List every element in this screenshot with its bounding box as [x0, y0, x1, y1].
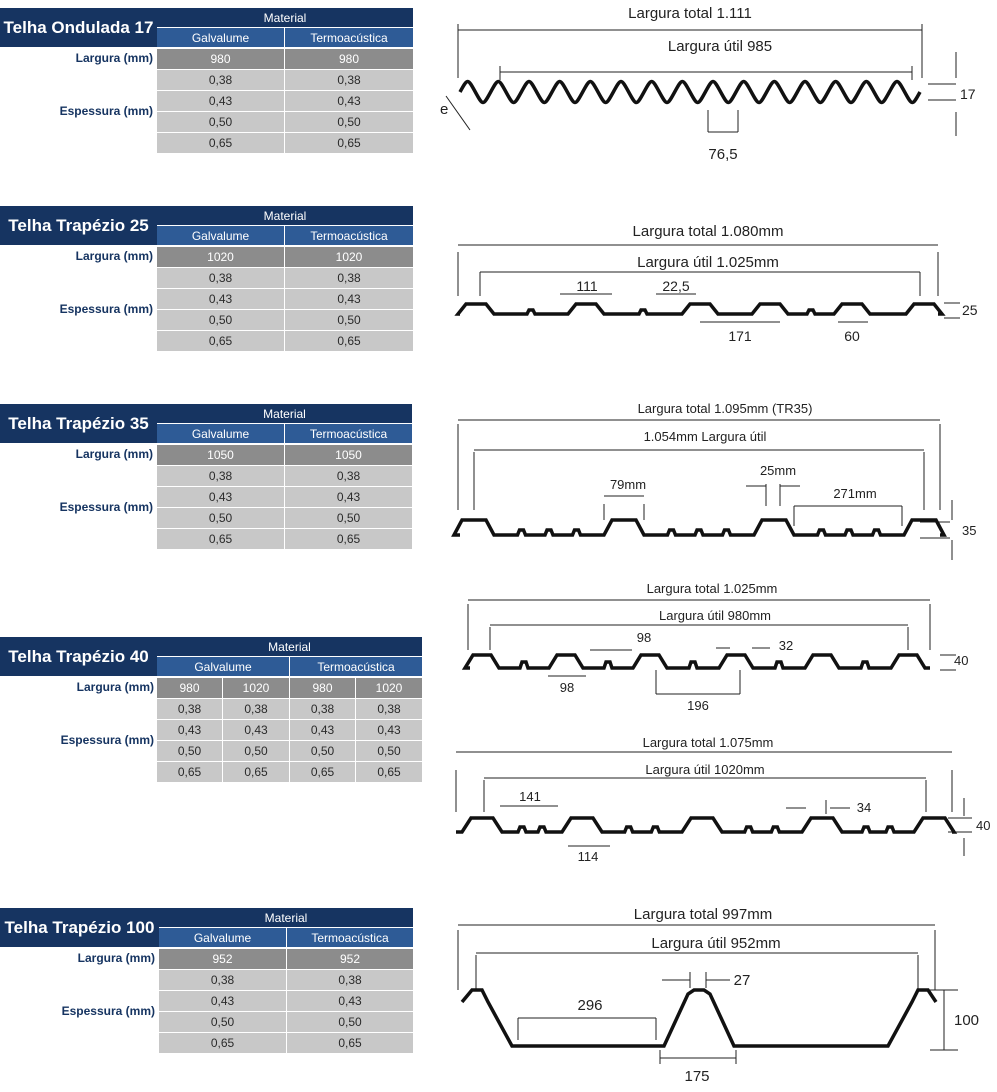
dim-util: 1.054mm Largura útil — [643, 429, 767, 444]
table-cell: 0,65 — [223, 762, 289, 782]
table-cell: 1020 — [285, 247, 413, 267]
dim-label: 98 — [636, 630, 652, 645]
column-header: Galvalume — [157, 657, 289, 676]
table-cell: 0,65 — [157, 529, 284, 549]
table-cell: 0,50 — [285, 508, 412, 528]
column-header: Galvalume — [159, 928, 286, 947]
trapezio-40-profile-b — [456, 818, 954, 832]
table-cell: 1020 — [157, 247, 284, 267]
trapezio-40-profile-a — [465, 655, 930, 668]
dim-label: 175 — [684, 1068, 710, 1085]
table-cell: 980 — [157, 678, 222, 698]
row-label-largura: Largura (mm) — [76, 680, 154, 694]
dim-label: 60 — [844, 328, 860, 344]
dim-util: Largura útil 952mm — [651, 935, 781, 952]
dim-label: 79mm — [609, 477, 647, 492]
column-header: Termoacústica — [287, 928, 413, 947]
material-header: Material — [157, 637, 422, 656]
table-cell: 980 — [285, 49, 413, 69]
dim-label: 141 — [519, 789, 541, 804]
table-cell: 0,38 — [285, 268, 413, 288]
table-cell: 0,65 — [287, 1033, 413, 1053]
column-header: Termoacústica — [285, 226, 413, 245]
row-label-espessura: Espessura (mm) — [60, 733, 154, 747]
dim-pitch: 76,5 — [708, 146, 738, 163]
dim-total: Largura total 1.025mm — [646, 581, 778, 596]
row-label-espessura: Espessura (mm) — [59, 302, 153, 316]
dim-total: Largura total 1.075mm — [642, 735, 774, 750]
table-cell: 0,50 — [290, 741, 355, 761]
table-cell: 0,38 — [157, 70, 284, 90]
dim-height: 100 — [954, 1012, 980, 1029]
dim-util: Largura útil 1.025mm — [637, 254, 779, 271]
table-cell: 0,38 — [285, 466, 412, 486]
row-label-espessura: Espessura (mm) — [59, 104, 153, 118]
dim-label: 196 — [687, 698, 709, 713]
table-cell: 0,38 — [157, 268, 284, 288]
ondulada-profile — [460, 82, 920, 103]
tile-title: Telha Trapézio 25 — [0, 206, 157, 245]
table-cell: 0,65 — [290, 762, 355, 782]
material-header: Material — [157, 8, 413, 27]
table-cell: 0,50 — [157, 310, 284, 330]
table-cell: 0,50 — [287, 1012, 413, 1032]
dim-util: Largura útil 1020mm — [645, 762, 765, 777]
dim-label: 296 — [577, 997, 603, 1014]
table-cell: 0,43 — [285, 487, 412, 507]
dim-label: 34 — [856, 800, 872, 815]
dim-label: 114 — [577, 849, 599, 864]
table-cell: 0,43 — [157, 289, 284, 309]
table-cell: 0,65 — [285, 133, 413, 153]
table-cell: 0,43 — [285, 289, 413, 309]
tile-title: Telha Ondulada 17 — [0, 8, 157, 47]
table-cell: 980 — [290, 678, 355, 698]
row-label-espessura: Espessura (mm) — [59, 500, 153, 514]
dim-label: 22,5 — [662, 278, 690, 294]
tile-title: Telha Trapézio 100 — [0, 908, 159, 947]
table-cell: 0,43 — [159, 991, 286, 1011]
table-cell: 0,43 — [285, 91, 413, 111]
table-cell: 0,50 — [159, 1012, 286, 1032]
column-header: Termoacústica — [285, 28, 413, 47]
table-cell: 0,65 — [157, 133, 284, 153]
column-header: Termoacústica — [290, 657, 422, 676]
material-header: Material — [157, 404, 412, 423]
table-cell: 0,43 — [356, 720, 422, 740]
table-cell: 0,50 — [223, 741, 289, 761]
table-cell: 0,50 — [356, 741, 422, 761]
row-label-largura: Largura (mm) — [75, 447, 153, 461]
dim-util: Largura útil 985 — [667, 38, 773, 55]
table-cell: 0,43 — [157, 720, 222, 740]
table-cell: 0,38 — [157, 699, 222, 719]
table-cell: 980 — [157, 49, 284, 69]
table-cell: 0,43 — [287, 991, 413, 1011]
table-cell: 0,43 — [157, 487, 284, 507]
dim-total: Largura total 1.111 — [628, 5, 752, 22]
table-cell: 0,50 — [285, 310, 413, 330]
table-cell: 0,50 — [157, 112, 284, 132]
dim-total: Largura total 1.080mm — [632, 223, 784, 240]
table-cell: 952 — [287, 949, 413, 969]
table-cell: 0,65 — [159, 1033, 286, 1053]
row-label-largura: Largura (mm) — [75, 51, 153, 65]
table-cell: 1020 — [356, 678, 422, 698]
table-cell: 0,38 — [157, 466, 284, 486]
trapezio-25-profile — [458, 304, 942, 314]
column-header: Termoacústica — [285, 424, 412, 443]
column-header: Galvalume — [157, 424, 284, 443]
row-label-largura: Largura (mm) — [75, 249, 153, 263]
dim-label: 111 — [576, 278, 598, 294]
table-cell: 0,43 — [157, 91, 284, 111]
dim-label: 27 — [733, 972, 751, 989]
table-cell: 0,38 — [223, 699, 289, 719]
table-cell: 0,65 — [285, 331, 413, 351]
dim-label: 98 — [559, 680, 575, 695]
tile-title: Telha Trapézio 40 — [0, 637, 157, 676]
table-cell: 0,38 — [287, 970, 413, 990]
column-header: Galvalume — [157, 28, 284, 47]
table-cell: 0,65 — [157, 331, 284, 351]
table-cell: 0,43 — [223, 720, 289, 740]
dim-total: Largura total 1.095mm (TR35) — [637, 401, 813, 416]
table-cell: 0,65 — [157, 762, 222, 782]
table-cell: 0,38 — [285, 70, 413, 90]
dim-thickness: e — [440, 101, 449, 118]
table-cell: 1050 — [285, 445, 412, 465]
table-cell: 0,65 — [285, 529, 412, 549]
trapezio-35-profile — [454, 520, 944, 535]
table-cell: 1050 — [157, 445, 284, 465]
dim-height: 35 — [962, 523, 977, 538]
dim-height: 25 — [962, 302, 978, 318]
table-cell: 1020 — [223, 678, 289, 698]
table-cell: 952 — [159, 949, 286, 969]
dim-height: 40 — [976, 818, 991, 833]
material-header: Material — [157, 206, 413, 225]
row-label-espessura: Espessura (mm) — [61, 1004, 155, 1018]
table-cell: 0,38 — [356, 699, 422, 719]
table-cell: 0,50 — [285, 112, 413, 132]
material-header: Material — [159, 908, 413, 927]
table-cell: 0,38 — [290, 699, 355, 719]
dim-total: Largura total 997mm — [633, 906, 773, 923]
column-header: Galvalume — [157, 226, 284, 245]
table-cell: 0,65 — [356, 762, 422, 782]
tile-title: Telha Trapézio 35 — [0, 404, 157, 443]
dim-util: Largura útil 980mm — [659, 608, 771, 623]
dim-label: 25mm — [759, 463, 797, 478]
table-cell: 0,50 — [157, 741, 222, 761]
dim-label: 32 — [778, 638, 794, 653]
table-cell: 0,43 — [290, 720, 355, 740]
dim-height: 40 — [954, 653, 969, 668]
table-cell: 0,38 — [159, 970, 286, 990]
dim-label: 171 — [728, 328, 752, 344]
dim-label: 271mm — [833, 486, 877, 501]
dim-height: 17 — [960, 86, 976, 102]
row-label-largura: Largura (mm) — [77, 951, 155, 965]
table-cell: 0,50 — [157, 508, 284, 528]
